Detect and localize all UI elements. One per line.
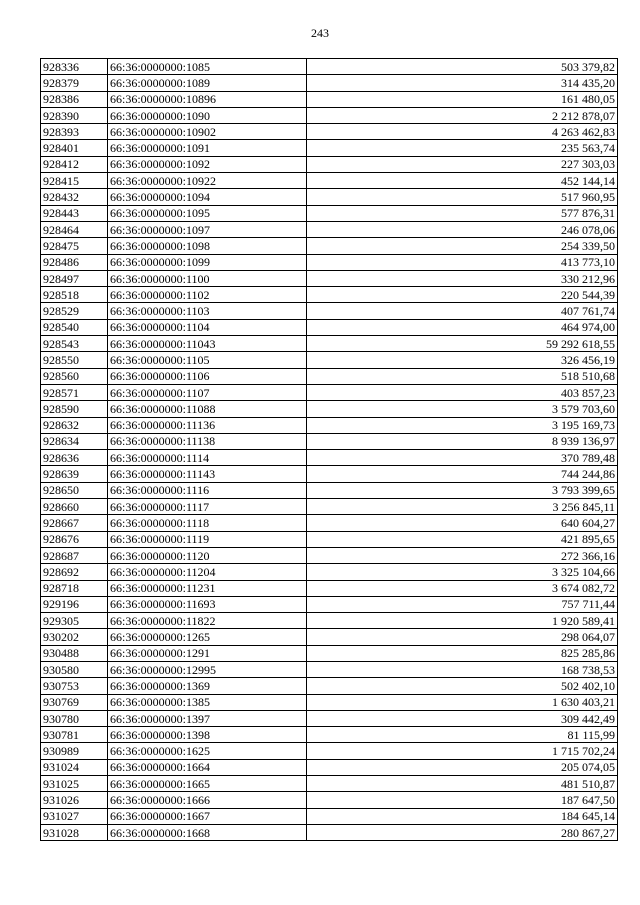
record-id-cell: 928443	[41, 205, 108, 221]
value-cell: 4 263 462,83	[307, 124, 618, 140]
record-id-cell: 930202	[41, 629, 108, 645]
value-cell: 502 402,10	[307, 678, 618, 694]
record-id-cell: 928412	[41, 156, 108, 172]
page-number: 243	[311, 26, 329, 40]
table-row	[41, 205, 618, 221]
record-id-cell: 928634	[41, 433, 108, 449]
cadastral-number-cell: 66:36:0000000:1114	[108, 450, 307, 466]
cadastral-number-cell: 66:36:0000000:1397	[108, 710, 307, 726]
value-cell: 280 867,27	[307, 824, 618, 840]
cadastral-number-cell: 66:36:0000000:1291	[108, 645, 307, 661]
cadastral-number-cell: 66:36:0000000:11088	[108, 401, 307, 417]
value-cell: 326 456,19	[307, 352, 618, 368]
record-id-cell: 928393	[41, 124, 108, 140]
table-row	[41, 91, 618, 107]
record-id-cell: 928687	[41, 547, 108, 563]
value-cell: 3 579 703,60	[307, 401, 618, 417]
record-id-cell: 928386	[41, 91, 108, 107]
value-cell: 314 435,20	[307, 75, 618, 91]
value-cell: 168 738,53	[307, 661, 618, 677]
value-cell: 757 711,44	[307, 596, 618, 612]
record-id-cell: 928636	[41, 450, 108, 466]
cadastral-number-cell: 66:36:0000000:1119	[108, 531, 307, 547]
table-row	[41, 531, 618, 547]
value-cell: 452 144,14	[307, 173, 618, 189]
table-row	[41, 515, 618, 531]
value-cell: 825 285,86	[307, 645, 618, 661]
record-id-cell: 930989	[41, 743, 108, 759]
cadastral-number-cell: 66:36:0000000:11204	[108, 564, 307, 580]
record-id-cell: 931026	[41, 792, 108, 808]
record-id-cell: 930780	[41, 710, 108, 726]
value-cell: 518 510,68	[307, 368, 618, 384]
table-row	[41, 743, 618, 759]
value-cell: 464 974,00	[307, 319, 618, 335]
record-id-cell: 931027	[41, 808, 108, 824]
table-row	[41, 303, 618, 319]
cadastral-number-cell: 66:36:0000000:1265	[108, 629, 307, 645]
cadastral-number-cell: 66:36:0000000:1100	[108, 270, 307, 286]
value-cell: 577 876,31	[307, 205, 618, 221]
value-cell: 1 630 403,21	[307, 694, 618, 710]
table-row	[41, 140, 618, 156]
value-cell: 503 379,82	[307, 59, 618, 75]
value-cell: 517 960,95	[307, 189, 618, 205]
cadastral-number-cell: 66:36:0000000:1625	[108, 743, 307, 759]
table-row	[41, 808, 618, 824]
record-id-cell: 928639	[41, 466, 108, 482]
table-row	[41, 466, 618, 482]
cadastral-number-cell: 66:36:0000000:10922	[108, 173, 307, 189]
cadastral-number-cell: 66:36:0000000:1667	[108, 808, 307, 824]
record-id-cell: 928543	[41, 336, 108, 352]
record-id-cell: 928550	[41, 352, 108, 368]
table-row	[41, 613, 618, 629]
value-cell: 184 645,14	[307, 808, 618, 824]
record-id-cell: 928518	[41, 287, 108, 303]
record-id-cell: 928692	[41, 564, 108, 580]
registry-table	[40, 58, 618, 841]
value-cell: 1 920 589,41	[307, 613, 618, 629]
table-row	[41, 401, 618, 417]
cadastral-number-cell: 66:36:0000000:1094	[108, 189, 307, 205]
table-row	[41, 189, 618, 205]
cadastral-number-cell: 66:36:0000000:1095	[108, 205, 307, 221]
table-row	[41, 727, 618, 743]
table-row	[41, 645, 618, 661]
record-id-cell: 931024	[41, 759, 108, 775]
table-row	[41, 547, 618, 563]
value-cell: 3 793 399,65	[307, 482, 618, 498]
table-row	[41, 678, 618, 694]
cadastral-number-cell: 66:36:0000000:1103	[108, 303, 307, 319]
value-cell: 3 325 104,66	[307, 564, 618, 580]
table-row	[41, 336, 618, 352]
table-row	[41, 792, 618, 808]
record-id-cell: 928475	[41, 238, 108, 254]
record-id-cell: 928415	[41, 173, 108, 189]
table-row	[41, 107, 618, 123]
value-cell: 254 339,50	[307, 238, 618, 254]
table-row	[41, 710, 618, 726]
record-id-cell: 928390	[41, 107, 108, 123]
record-id-cell: 928432	[41, 189, 108, 205]
record-id-cell: 930769	[41, 694, 108, 710]
value-cell: 8 939 136,97	[307, 433, 618, 449]
value-cell: 3 195 169,73	[307, 417, 618, 433]
record-id-cell: 929196	[41, 596, 108, 612]
cadastral-number-cell: 66:36:0000000:1085	[108, 59, 307, 75]
value-cell: 235 563,74	[307, 140, 618, 156]
record-id-cell: 928486	[41, 254, 108, 270]
value-cell: 272 366,16	[307, 547, 618, 563]
cadastral-number-cell: 66:36:0000000:1665	[108, 776, 307, 792]
table-row	[41, 287, 618, 303]
table-row	[41, 596, 618, 612]
table-row	[41, 776, 618, 792]
record-id-cell: 930488	[41, 645, 108, 661]
cadastral-number-cell: 66:36:0000000:11138	[108, 433, 307, 449]
record-id-cell: 928497	[41, 270, 108, 286]
table-row	[41, 661, 618, 677]
record-id-cell: 930753	[41, 678, 108, 694]
value-cell: 640 604,27	[307, 515, 618, 531]
value-cell: 407 761,74	[307, 303, 618, 319]
value-cell: 298 064,07	[307, 629, 618, 645]
table-row	[41, 254, 618, 270]
table-row	[41, 450, 618, 466]
record-id-cell: 931025	[41, 776, 108, 792]
cadastral-number-cell: 66:36:0000000:11822	[108, 613, 307, 629]
cadastral-number-cell: 66:36:0000000:1118	[108, 515, 307, 531]
table-row	[41, 759, 618, 775]
cadastral-number-cell: 66:36:0000000:1097	[108, 221, 307, 237]
value-cell: 205 074,05	[307, 759, 618, 775]
cadastral-number-cell: 66:36:0000000:1092	[108, 156, 307, 172]
record-id-cell: 928336	[41, 59, 108, 75]
cadastral-number-cell: 66:36:0000000:1102	[108, 287, 307, 303]
cadastral-number-cell: 66:36:0000000:11043	[108, 336, 307, 352]
table-row	[41, 564, 618, 580]
table-row	[41, 368, 618, 384]
table-row	[41, 384, 618, 400]
registry-table-body	[41, 59, 618, 841]
table-row	[41, 238, 618, 254]
value-cell: 481 510,87	[307, 776, 618, 792]
cadastral-number-cell: 66:36:0000000:11231	[108, 580, 307, 596]
value-cell: 403 857,23	[307, 384, 618, 400]
table-row	[41, 352, 618, 368]
value-cell: 1 715 702,24	[307, 743, 618, 759]
record-id-cell: 929305	[41, 613, 108, 629]
value-cell: 246 078,06	[307, 221, 618, 237]
value-cell: 421 895,65	[307, 531, 618, 547]
cadastral-number-cell: 66:36:0000000:1106	[108, 368, 307, 384]
cadastral-number-cell: 66:36:0000000:1664	[108, 759, 307, 775]
table-row	[41, 629, 618, 645]
table-row	[41, 580, 618, 596]
cadastral-number-cell: 66:36:0000000:1098	[108, 238, 307, 254]
table-row	[41, 124, 618, 140]
value-cell: 81 115,99	[307, 727, 618, 743]
record-id-cell: 928560	[41, 368, 108, 384]
cadastral-number-cell: 66:36:0000000:1117	[108, 499, 307, 515]
table-row	[41, 482, 618, 498]
cadastral-number-cell: 66:36:0000000:12995	[108, 661, 307, 677]
value-cell: 370 789,48	[307, 450, 618, 466]
record-id-cell: 931028	[41, 824, 108, 840]
value-cell: 330 212,96	[307, 270, 618, 286]
value-cell: 161 480,05	[307, 91, 618, 107]
cadastral-number-cell: 66:36:0000000:10902	[108, 124, 307, 140]
cadastral-number-cell: 66:36:0000000:1091	[108, 140, 307, 156]
table-row	[41, 156, 618, 172]
cadastral-number-cell: 66:36:0000000:1369	[108, 678, 307, 694]
cadastral-number-cell: 66:36:0000000:1104	[108, 319, 307, 335]
record-id-cell: 928667	[41, 515, 108, 531]
value-cell: 187 647,50	[307, 792, 618, 808]
table-row	[41, 59, 618, 75]
record-id-cell: 928676	[41, 531, 108, 547]
cadastral-number-cell: 66:36:0000000:1666	[108, 792, 307, 808]
cadastral-number-cell: 66:36:0000000:1116	[108, 482, 307, 498]
cadastral-number-cell: 66:36:0000000:1120	[108, 547, 307, 563]
cadastral-number-cell: 66:36:0000000:11693	[108, 596, 307, 612]
cadastral-number-cell: 66:36:0000000:1107	[108, 384, 307, 400]
cadastral-number-cell: 66:36:0000000:1398	[108, 727, 307, 743]
value-cell: 309 442,49	[307, 710, 618, 726]
cadastral-number-cell: 66:36:0000000:1090	[108, 107, 307, 123]
value-cell: 2 212 878,07	[307, 107, 618, 123]
record-id-cell: 928464	[41, 221, 108, 237]
record-id-cell: 928540	[41, 319, 108, 335]
cadastral-number-cell: 66:36:0000000:11136	[108, 417, 307, 433]
table-row	[41, 824, 618, 840]
value-cell: 413 773,10	[307, 254, 618, 270]
value-cell: 744 244,86	[307, 466, 618, 482]
record-id-cell: 928650	[41, 482, 108, 498]
value-cell: 227 303,03	[307, 156, 618, 172]
value-cell: 59 292 618,55	[307, 336, 618, 352]
cadastral-number-cell: 66:36:0000000:1105	[108, 352, 307, 368]
cadastral-number-cell: 66:36:0000000:11143	[108, 466, 307, 482]
table-row	[41, 694, 618, 710]
table-row	[41, 499, 618, 515]
table-row	[41, 319, 618, 335]
table-row	[41, 173, 618, 189]
table-row	[41, 221, 618, 237]
cadastral-number-cell: 66:36:0000000:1385	[108, 694, 307, 710]
table-row	[41, 417, 618, 433]
record-id-cell: 928660	[41, 499, 108, 515]
record-id-cell: 928632	[41, 417, 108, 433]
record-id-cell: 928571	[41, 384, 108, 400]
cadastral-number-cell: 66:36:0000000:1099	[108, 254, 307, 270]
record-id-cell: 928718	[41, 580, 108, 596]
table-row	[41, 270, 618, 286]
record-id-cell: 928590	[41, 401, 108, 417]
record-id-cell: 928379	[41, 75, 108, 91]
cadastral-number-cell: 66:36:0000000:1668	[108, 824, 307, 840]
record-id-cell: 930781	[41, 727, 108, 743]
value-cell: 220 544,39	[307, 287, 618, 303]
table-row	[41, 433, 618, 449]
value-cell: 3 674 082,72	[307, 580, 618, 596]
record-id-cell: 930580	[41, 661, 108, 677]
record-id-cell: 928401	[41, 140, 108, 156]
table-row	[41, 75, 618, 91]
cadastral-number-cell: 66:36:0000000:1089	[108, 75, 307, 91]
record-id-cell: 928529	[41, 303, 108, 319]
value-cell: 3 256 845,11	[307, 499, 618, 515]
cadastral-number-cell: 66:36:0000000:10896	[108, 91, 307, 107]
